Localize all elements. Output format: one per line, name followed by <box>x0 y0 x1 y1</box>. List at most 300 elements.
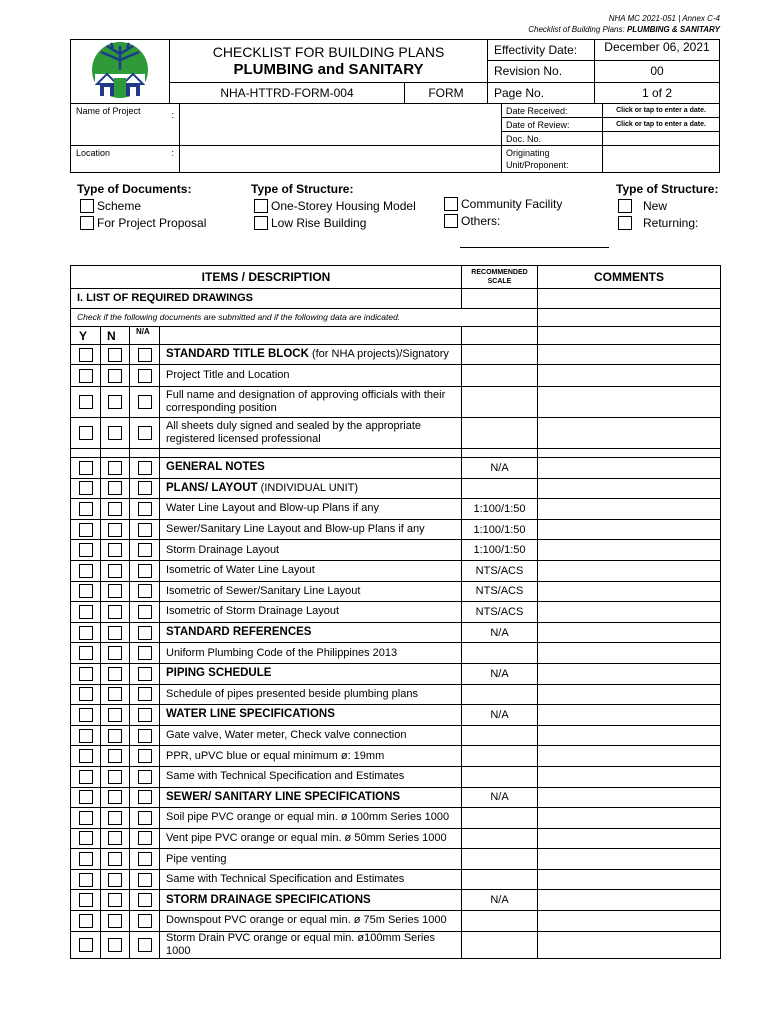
na-cell <box>130 560 160 581</box>
n-checkbox[interactable] <box>108 790 122 804</box>
na-checkbox[interactable] <box>138 811 152 825</box>
item-text: Pipe venting <box>166 852 227 865</box>
n-checkbox[interactable] <box>108 481 122 495</box>
table-row <box>71 643 721 664</box>
table-row <box>71 418 721 449</box>
item-text: (for NHA projects)/Signatory <box>308 348 449 360</box>
y-checkbox[interactable] <box>79 938 93 952</box>
n-checkbox[interactable] <box>108 626 122 640</box>
item-comment-field[interactable] <box>538 684 721 705</box>
item-comment-field[interactable] <box>538 663 721 684</box>
spacer-cell <box>101 449 130 458</box>
item-scale <box>462 643 538 664</box>
item-comment-field[interactable] <box>538 787 721 808</box>
item-comment-field[interactable] <box>538 705 721 726</box>
location-label-cell: Location : <box>71 146 180 173</box>
na-checkbox[interactable] <box>138 481 152 495</box>
comments-header: COMMENTS <box>538 266 721 289</box>
y-cell <box>71 869 101 890</box>
item-comment-field[interactable] <box>538 345 721 365</box>
item-text: Downspout PVC orange or equal min. ø 75m Series 1000 <box>166 914 447 927</box>
table-row <box>71 684 721 705</box>
table-row <box>71 499 721 520</box>
facility-group <box>444 197 562 228</box>
item-scale: N/A <box>462 663 538 684</box>
item-comment-field[interactable] <box>538 365 721 387</box>
item-text: Isometric of Water Line Layout <box>166 564 315 577</box>
n-checkbox[interactable] <box>108 564 122 578</box>
y-checkbox[interactable] <box>79 914 93 928</box>
na-checkbox[interactable] <box>138 938 152 952</box>
location-label: Location <box>76 148 111 158</box>
item-text: PPR, uPVC blue or equal minimum ø: 19mm <box>166 749 385 762</box>
item-scale: 1:100/1:50 <box>462 499 538 520</box>
new-label: New <box>643 199 668 213</box>
n-cell <box>101 478 130 499</box>
n-checkbox[interactable] <box>108 395 122 409</box>
na-cell <box>130 365 160 387</box>
na-checkbox[interactable] <box>138 523 152 537</box>
table-row <box>71 828 721 849</box>
n-checkbox[interactable] <box>108 461 122 475</box>
table-row <box>71 387 721 418</box>
n-cell <box>101 808 130 829</box>
item-description <box>160 345 462 365</box>
na-cell <box>130 663 160 684</box>
na-checkbox[interactable] <box>138 395 152 409</box>
item-comment-field[interactable] <box>538 869 721 890</box>
item-heading: PIPING SCHEDULE <box>166 667 272 680</box>
status-heading: Type of Structure: <box>616 182 719 196</box>
n-checkbox[interactable] <box>108 873 122 887</box>
na-cell <box>130 602 160 623</box>
n-checkbox[interactable] <box>108 667 122 681</box>
n-cell <box>101 663 130 684</box>
low-rise-label: Low Rise Building <box>271 216 367 230</box>
date-review-label: Date of Review: <box>502 118 603 132</box>
y-cell <box>71 622 101 643</box>
y-checkbox[interactable] <box>79 811 93 825</box>
n-cell <box>101 869 130 890</box>
item-comment-field[interactable] <box>538 519 721 540</box>
y-checkbox[interactable] <box>79 873 93 887</box>
n-checkbox[interactable] <box>108 749 122 763</box>
table-row <box>71 560 721 581</box>
na-checkbox[interactable] <box>138 348 152 362</box>
table-row <box>71 931 721 958</box>
item-comment-field[interactable] <box>538 725 721 746</box>
na-checkbox[interactable] <box>138 543 152 557</box>
na-cell <box>130 931 160 958</box>
item-heading: PLANS/ LAYOUT <box>166 481 258 494</box>
na-cell <box>130 478 160 499</box>
item-scale <box>462 828 538 849</box>
new-checkbox[interactable] <box>618 199 632 213</box>
checklist-table <box>70 265 721 959</box>
structure-heading: Type of Structure: <box>251 182 354 196</box>
item-heading: GENERAL NOTES <box>166 461 265 474</box>
n-cell <box>101 787 130 808</box>
item-comment-field[interactable] <box>538 746 721 767</box>
location-field[interactable] <box>180 146 502 173</box>
na-checkbox[interactable] <box>138 626 152 640</box>
item-text: Soil pipe PVC orange or equal min. ø 100mm Series 1000 <box>166 811 450 824</box>
n-cell <box>101 890 130 911</box>
item-description <box>160 643 462 664</box>
spacer-cell <box>160 449 462 458</box>
item-scale <box>462 478 538 499</box>
item-scale: NTS/ACS <box>462 602 538 623</box>
effectivity-label: Effectivity Date: <box>488 40 595 61</box>
y-cell <box>71 808 101 829</box>
item-scale <box>462 684 538 705</box>
table-row <box>71 663 721 684</box>
item-description <box>160 808 462 829</box>
n-cell <box>101 643 130 664</box>
n-checkbox[interactable] <box>108 938 122 952</box>
project-name-field[interactable] <box>180 104 502 146</box>
spacer-cell <box>462 449 538 458</box>
y-cell <box>71 766 101 787</box>
item-scale <box>462 345 538 365</box>
returning-label: Returning: <box>643 216 699 230</box>
item-description <box>160 828 462 849</box>
yn-blank-2 <box>462 327 538 345</box>
item-comment-field[interactable] <box>538 849 721 870</box>
y-checkbox[interactable] <box>79 790 93 804</box>
item-comment-field[interactable] <box>538 418 721 449</box>
form-title: CHECKLIST FOR BUILDING PLANS <box>212 43 445 60</box>
na-cell <box>130 643 160 664</box>
table-row <box>71 911 721 932</box>
item-description <box>160 766 462 787</box>
na-header: N/A <box>130 327 160 345</box>
na-cell <box>130 808 160 829</box>
y-checkbox[interactable] <box>79 852 93 866</box>
community-facility-label: Community Facility <box>461 197 563 211</box>
n-checkbox[interactable] <box>108 708 122 722</box>
y-cell <box>71 540 101 561</box>
na-checkbox[interactable] <box>138 461 152 475</box>
effectivity-value: December 06, 2021 <box>595 40 720 61</box>
na-checkbox[interactable] <box>138 749 152 763</box>
table-row <box>71 519 721 540</box>
n-checkbox[interactable] <box>108 426 122 440</box>
na-cell <box>130 519 160 540</box>
item-description <box>160 581 462 602</box>
n-cell <box>101 684 130 705</box>
item-description <box>160 602 462 623</box>
y-checkbox[interactable] <box>79 502 93 516</box>
item-comment-field[interactable] <box>538 931 721 958</box>
table-row <box>71 869 721 890</box>
n-cell <box>101 602 130 623</box>
na-checkbox[interactable] <box>138 426 152 440</box>
form-subtitle: PLUMBING and SANITARY <box>233 60 424 78</box>
scale-header: RECOMMENDED SCALE <box>462 266 538 289</box>
item-comment-field[interactable] <box>538 458 721 479</box>
n-checkbox[interactable] <box>108 831 122 845</box>
n-cell <box>101 581 130 602</box>
y-checkbox[interactable] <box>79 369 93 383</box>
y-cell <box>71 643 101 664</box>
n-cell <box>101 622 130 643</box>
item-text: All sheets duly signed and sealed by the appropriate registered licensed professional <box>166 420 422 445</box>
n-checkbox[interactable] <box>108 893 122 907</box>
n-cell <box>101 499 130 520</box>
y-checkbox[interactable] <box>79 626 93 640</box>
returning-checkbox[interactable] <box>618 216 632 230</box>
table-row <box>71 365 721 387</box>
structure-group <box>251 182 416 230</box>
items-header: ITEMS / DESCRIPTION <box>71 266 462 289</box>
n-checkbox[interactable] <box>108 770 122 784</box>
item-scale <box>462 725 538 746</box>
na-checkbox[interactable] <box>138 873 152 887</box>
na-checkbox[interactable] <box>138 667 152 681</box>
item-description <box>160 560 462 581</box>
na-cell <box>130 581 160 602</box>
n-checkbox[interactable] <box>108 348 122 362</box>
item-text: Schedule of pipes presented beside plumbing plans <box>166 687 418 700</box>
na-cell <box>130 787 160 808</box>
y-checkbox[interactable] <box>79 564 93 578</box>
y-checkbox[interactable] <box>79 605 93 619</box>
n-checkbox[interactable] <box>108 852 122 866</box>
na-cell <box>130 418 160 449</box>
scheme-checkbox[interactable] <box>80 199 94 213</box>
revision-value: 00 <box>595 61 720 82</box>
item-scale <box>462 849 538 870</box>
note-comments <box>538 309 721 327</box>
low-rise-checkbox[interactable] <box>254 216 268 230</box>
item-scale: N/A <box>462 622 538 643</box>
na-checkbox[interactable] <box>138 770 152 784</box>
project-name-label: Name of Project <box>76 106 141 116</box>
n-checkbox[interactable] <box>108 914 122 928</box>
yn-blank-1 <box>160 327 462 345</box>
y-header: Y <box>71 327 101 345</box>
n-cell <box>101 849 130 870</box>
instruction-note: Check if the following documents are submitted and if the following data are indicated. <box>71 309 538 327</box>
item-description <box>160 705 462 726</box>
y-cell <box>71 725 101 746</box>
na-checkbox[interactable] <box>138 564 152 578</box>
status-group <box>616 182 718 230</box>
y-checkbox[interactable] <box>79 646 93 660</box>
na-checkbox[interactable] <box>138 605 152 619</box>
logo-cell <box>71 40 170 104</box>
n-checkbox[interactable] <box>108 543 122 557</box>
table-row <box>71 787 721 808</box>
item-comment-field[interactable] <box>538 622 721 643</box>
n-cell <box>101 540 130 561</box>
n-cell <box>101 705 130 726</box>
scheme-label: Scheme <box>97 199 142 213</box>
n-checkbox[interactable] <box>108 502 122 516</box>
spacer-cell <box>130 449 160 458</box>
item-comment-field[interactable] <box>538 581 721 602</box>
y-checkbox[interactable] <box>79 543 93 557</box>
header-table <box>70 39 720 104</box>
item-scale: 1:100/1:50 <box>462 519 538 540</box>
nha-logo-icon <box>85 40 155 100</box>
item-comment-field[interactable] <box>538 387 721 418</box>
table-row <box>71 345 721 365</box>
item-comment-field[interactable] <box>538 478 721 499</box>
na-checkbox[interactable] <box>138 369 152 383</box>
table-row <box>71 808 721 829</box>
y-cell <box>71 345 101 365</box>
na-checkbox[interactable] <box>138 893 152 907</box>
y-checkbox[interactable] <box>79 461 93 475</box>
y-checkbox[interactable] <box>79 770 93 784</box>
item-text: Vent pipe PVC orange or equal min. ø 50mm Series 1000 <box>166 831 447 844</box>
spacer-cell <box>71 449 101 458</box>
one-storey-label: One-Storey Housing Model <box>271 199 416 213</box>
n-checkbox[interactable] <box>108 369 122 383</box>
item-comment-field[interactable] <box>538 911 721 932</box>
na-checkbox[interactable] <box>138 852 152 866</box>
doc-no-label: Doc. No. <box>502 132 603 146</box>
item-heading: STANDARD TITLE BLOCK <box>166 348 309 360</box>
y-cell <box>71 705 101 726</box>
table-row <box>71 602 721 623</box>
n-cell <box>101 828 130 849</box>
table-row <box>71 478 721 499</box>
y-checkbox[interactable] <box>79 729 93 743</box>
date-received-field[interactable]: Click or tap to enter a date. <box>603 104 720 118</box>
na-checkbox[interactable] <box>138 708 152 722</box>
na-checkbox[interactable] <box>138 914 152 928</box>
na-checkbox[interactable] <box>138 646 152 660</box>
na-cell <box>130 725 160 746</box>
item-comment-field[interactable] <box>538 808 721 829</box>
document-reference <box>528 13 720 35</box>
form-code: NHA-HTTRD-FORM-004 <box>170 82 405 103</box>
item-description <box>160 787 462 808</box>
y-checkbox[interactable] <box>79 395 93 409</box>
item-description <box>160 458 462 479</box>
item-scale: N/A <box>462 787 538 808</box>
n-checkbox[interactable] <box>108 584 122 598</box>
item-text: Sewer/Sanitary Line Layout and Blow-up Plans if any <box>166 523 425 536</box>
page-value: 1 of 2 <box>595 82 720 103</box>
originating-field[interactable] <box>603 146 720 173</box>
n-checkbox[interactable] <box>108 811 122 825</box>
item-heading: STANDARD REFERENCES <box>166 626 312 639</box>
na-checkbox[interactable] <box>138 502 152 516</box>
item-comment-field[interactable] <box>538 828 721 849</box>
y-checkbox[interactable] <box>79 584 93 598</box>
item-description <box>160 418 462 449</box>
item-text: Gate valve, Water meter, Check valve connection <box>166 729 407 742</box>
proposal-checkbox[interactable] <box>80 216 94 230</box>
date-received-label: Date Received: <box>502 104 603 118</box>
item-comment-field[interactable] <box>538 766 721 787</box>
y-checkbox[interactable] <box>79 348 93 362</box>
na-checkbox[interactable] <box>138 729 152 743</box>
na-cell <box>130 705 160 726</box>
y-cell <box>71 499 101 520</box>
item-comment-field[interactable] <box>538 890 721 911</box>
item-scale <box>462 869 538 890</box>
n-cell <box>101 746 130 767</box>
na-cell <box>130 911 160 932</box>
item-text: Same with Technical Specification and Estimates <box>166 770 405 783</box>
item-text: Isometric of Sewer/Sanitary Line Layout <box>166 584 361 597</box>
n-checkbox[interactable] <box>108 687 122 701</box>
one-storey-checkbox[interactable] <box>254 199 268 213</box>
y-cell <box>71 581 101 602</box>
y-cell <box>71 911 101 932</box>
y-cell <box>71 828 101 849</box>
item-description <box>160 622 462 643</box>
n-checkbox[interactable] <box>108 729 122 743</box>
item-heading: STORM DRAINAGE SPECIFICATIONS <box>166 893 371 906</box>
others-underline[interactable] <box>460 247 609 248</box>
y-cell <box>71 478 101 499</box>
date-review-field[interactable]: Click or tap to enter a date. <box>603 118 720 132</box>
na-checkbox[interactable] <box>138 831 152 845</box>
na-checkbox[interactable] <box>138 584 152 598</box>
item-scale: N/A <box>462 458 538 479</box>
table-row <box>71 705 721 726</box>
item-comment-field[interactable] <box>538 560 721 581</box>
item-comment-field[interactable] <box>538 602 721 623</box>
y-checkbox[interactable] <box>79 481 93 495</box>
n-cell <box>101 911 130 932</box>
others-checkbox[interactable] <box>444 214 458 228</box>
na-cell <box>130 499 160 520</box>
item-comment-field[interactable] <box>538 499 721 520</box>
item-scale <box>462 418 538 449</box>
y-checkbox[interactable] <box>79 749 93 763</box>
y-checkbox[interactable] <box>79 893 93 907</box>
y-checkbox[interactable] <box>79 667 93 681</box>
y-checkbox[interactable] <box>79 687 93 701</box>
item-scale <box>462 931 538 958</box>
doc-no-field[interactable] <box>603 132 720 146</box>
na-cell <box>130 849 160 870</box>
table-row <box>71 581 721 602</box>
community-facility-checkbox[interactable] <box>444 197 458 211</box>
na-checkbox[interactable] <box>138 687 152 701</box>
na-cell <box>130 684 160 705</box>
na-checkbox[interactable] <box>138 790 152 804</box>
item-comment-field[interactable] <box>538 540 721 561</box>
item-scale <box>462 387 538 418</box>
na-cell <box>130 828 160 849</box>
y-checkbox[interactable] <box>79 426 93 440</box>
item-description <box>160 725 462 746</box>
n-checkbox[interactable] <box>108 523 122 537</box>
y-checkbox[interactable] <box>79 708 93 722</box>
y-checkbox[interactable] <box>79 523 93 537</box>
n-cell <box>101 365 130 387</box>
spacer-cell <box>538 449 721 458</box>
item-comment-field[interactable] <box>538 643 721 664</box>
n-cell <box>101 387 130 418</box>
n-cell <box>101 560 130 581</box>
item-description <box>160 540 462 561</box>
y-cell <box>71 684 101 705</box>
item-description <box>160 499 462 520</box>
n-checkbox[interactable] <box>108 605 122 619</box>
y-checkbox[interactable] <box>79 831 93 845</box>
n-checkbox[interactable] <box>108 646 122 660</box>
item-text: Water Line Layout and Blow-up Plans if any <box>166 502 379 515</box>
